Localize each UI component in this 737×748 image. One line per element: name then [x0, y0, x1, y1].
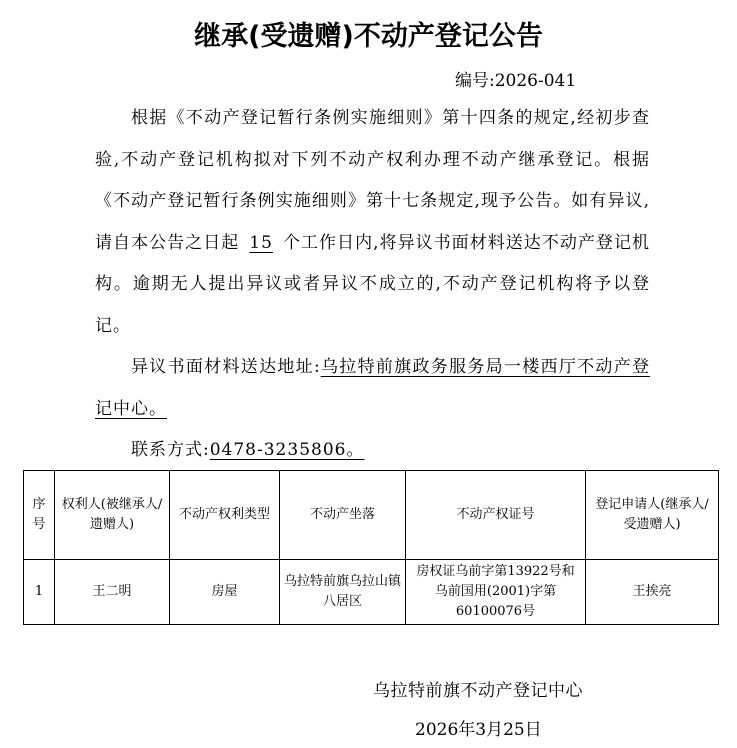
- property-table: [23, 470, 719, 625]
- cell-location: 乌拉特前旗乌拉山镇八居区: [280, 560, 406, 625]
- header-seq: 序号: [24, 471, 55, 560]
- header-cert: 不动产权证号: [406, 471, 586, 560]
- cell-holder: 王二明: [55, 560, 170, 625]
- notice-text-end: 个工作日内,将异议书面材料送达不动产登记机构。逾期无人提出异议或者异议不成立的,不动产登记机构将予以登记。: [95, 232, 650, 336]
- issuer-signature: 乌拉特前旗不动产登记中心: [373, 681, 583, 701]
- cell-seq: 1: [24, 560, 55, 625]
- notice-body: [95, 98, 650, 472]
- cell-right-type: 房屋: [170, 560, 280, 625]
- notice-text: 根据《不动产登记暂行条例实施细则》第十四条的规定,经初步查验,不动产登记机构拟对下列不动产权利办理不动产继承登记。根据《不动产登记暂行条例实施细则》第十七条规定,现予公告。如有异议,请自本公告之日起: [95, 108, 650, 253]
- notice-paragraph-address: [95, 347, 650, 430]
- contact-label: 联系方式:: [131, 440, 210, 460]
- notice-paragraph-main: [95, 98, 650, 347]
- cell-applicant: 王挨亮: [586, 560, 719, 625]
- page-title: 继承(受遗赠)不动产登记公告: [194, 21, 543, 52]
- header-applicant: 登记申请人(继承人/受遗赠人): [586, 471, 719, 560]
- header-holder: 权利人(被继承人/遗赠人): [55, 471, 170, 560]
- issue-date: 2026年3月25日: [415, 720, 542, 740]
- address-label: 异议书面材料送达地址:: [131, 357, 321, 377]
- table-row: [24, 560, 719, 625]
- notice-paragraph-contact: [95, 430, 650, 472]
- objection-days: 15: [249, 232, 273, 253]
- cell-cert: 房权证乌前字第13922号和乌前国用(2001)字第60100076号: [406, 560, 586, 625]
- header-right-type: 不动产权利类型: [170, 471, 280, 560]
- header-location: 不动产坐落: [280, 471, 406, 560]
- document-number: 编号:2026-041: [455, 71, 577, 91]
- table-header-row: [24, 471, 719, 560]
- address-value: 乌拉特前旗政务服务局一楼西厅不动产登记中心。: [95, 357, 651, 419]
- contact-value: 0478-3235806。: [209, 440, 365, 460]
